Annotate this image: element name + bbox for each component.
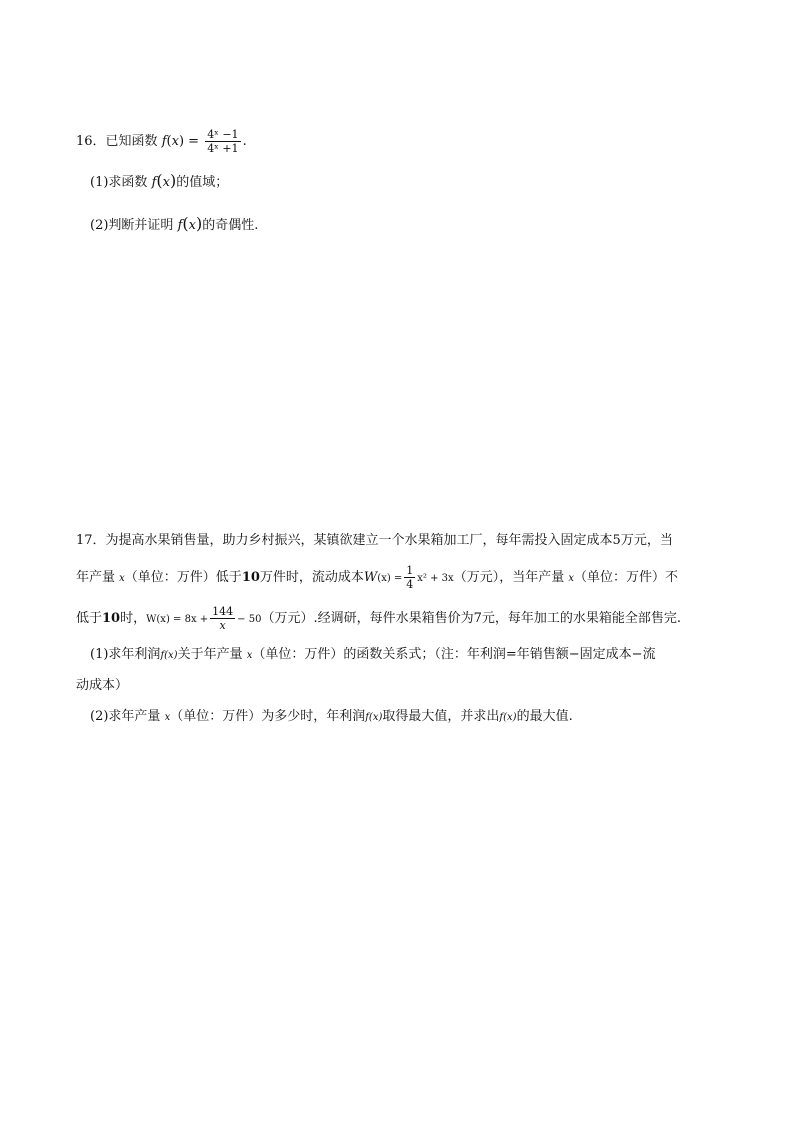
q16-part2: (2)判断并证明 f(x)的奇偶性. [90,214,259,233]
q17-number: 17． [76,533,106,548]
q17-line3-frac-num: 144 [212,605,234,618]
q17-p1-c: （单位：万件）的函数关系式；（注：年利润=年销售额−固定成本−流 [252,647,656,662]
q17-p1-b: 关于年产量 [177,647,243,662]
q16-p2-label: (2) [90,218,109,233]
q17-line2-c: 万件时，流动成本 [259,570,364,585]
q17-line2-d: （万元），当年产量 [453,570,565,585]
q17-line3-frac-den: x [219,619,226,632]
q16-func: f [161,134,167,149]
q17-p1-x: x [246,650,253,661]
q16-p1-text-a: 求函数 [108,175,148,190]
q16-p2-text-a: 判断并证明 [108,218,174,233]
q17-part2 [90,707,573,728]
q17-part1 [90,645,656,666]
q17-p2-c: 取得最大值，并求出 [382,709,500,724]
q17-line3 [76,604,681,634]
q16-frac-denominator: 4ˣ +1 [207,142,239,155]
q16-var: x [171,134,179,149]
q17-p1-a: 求年利润 [108,647,161,662]
q17-line2-a: 年产量 [76,570,116,585]
q16-stem-text: 已知函数 [105,134,158,149]
q17-line3-a: 低于 [76,611,103,626]
q17-line1 [76,531,673,551]
q17-p2-d: 的最大值. [516,709,573,724]
q17-line2-fraction [404,564,415,591]
q17-p1-fx: f(x) [160,650,178,661]
q17-line2 [76,563,678,593]
q17-p1-label: (1) [90,647,109,662]
q16-period: . [242,134,247,149]
q17-line2-e: （单位：万件）不 [573,570,678,585]
q17-line2-rest: x² + 3x [417,573,454,584]
q17-line3-formula-a: W(x) = 8x + [146,614,209,625]
q17-p2-fx: f(x) [365,712,383,723]
q17-line1-text: 为提高水果销售量，助力乡村振兴，某镇欲建立一个水果箱加工厂，每年需投入固定成本5万元，当 [105,533,673,548]
q17-line3-ten: 10 [102,611,121,626]
q16-frac-numerator: 4ˣ −1 [207,128,239,141]
q16-p1-label: (1) [90,175,109,190]
q17-line3-fraction [210,605,235,632]
q17-p2-a: 求年产量 [108,709,161,724]
q16-p1-text-b: 的值域； [176,175,229,190]
q17-line2-b: （单位：万件）低于 [124,570,242,585]
q16-part1: (1)求函数 f(x)的值域； [90,171,229,190]
q17-line2-frac-num: 1 [406,564,414,577]
q17-line3-formula-b: − 50 [237,614,262,625]
q17-p2-label: (2) [90,709,109,724]
q16-p2-text-b: 的奇偶性. [202,218,259,233]
q17-line2-frac-den: 4 [406,578,414,591]
q16-fraction [205,128,240,155]
q17-W: W [363,570,378,585]
q17-line3-c: （万元）.经调研，每件水果箱售价为7元，每年加工的水果箱能全部售完. [261,611,681,626]
q17-line2-ten: 10 [241,570,260,585]
q17-var-x2: x [568,573,574,584]
q17-p1-cont: 动成本） [76,678,129,693]
q17-line3-b: 时， [120,611,147,626]
q16-number: 16． [76,134,106,149]
q16-stem: 16．已知函数 f(x) = $\frac{\text{4ˣ −1}}{\text{4ˣ +1}}$ . [76,128,247,155]
q17-part1-cont [76,676,128,696]
q17-var-x: x [119,573,125,584]
q17-p2-x: x [164,712,171,723]
q17-p2-fx2: f(x) [499,712,517,723]
q17-p2-b: （单位：万件）为多少时，年利润 [170,709,366,724]
q17-line2-eq: (x) = [377,573,403,584]
